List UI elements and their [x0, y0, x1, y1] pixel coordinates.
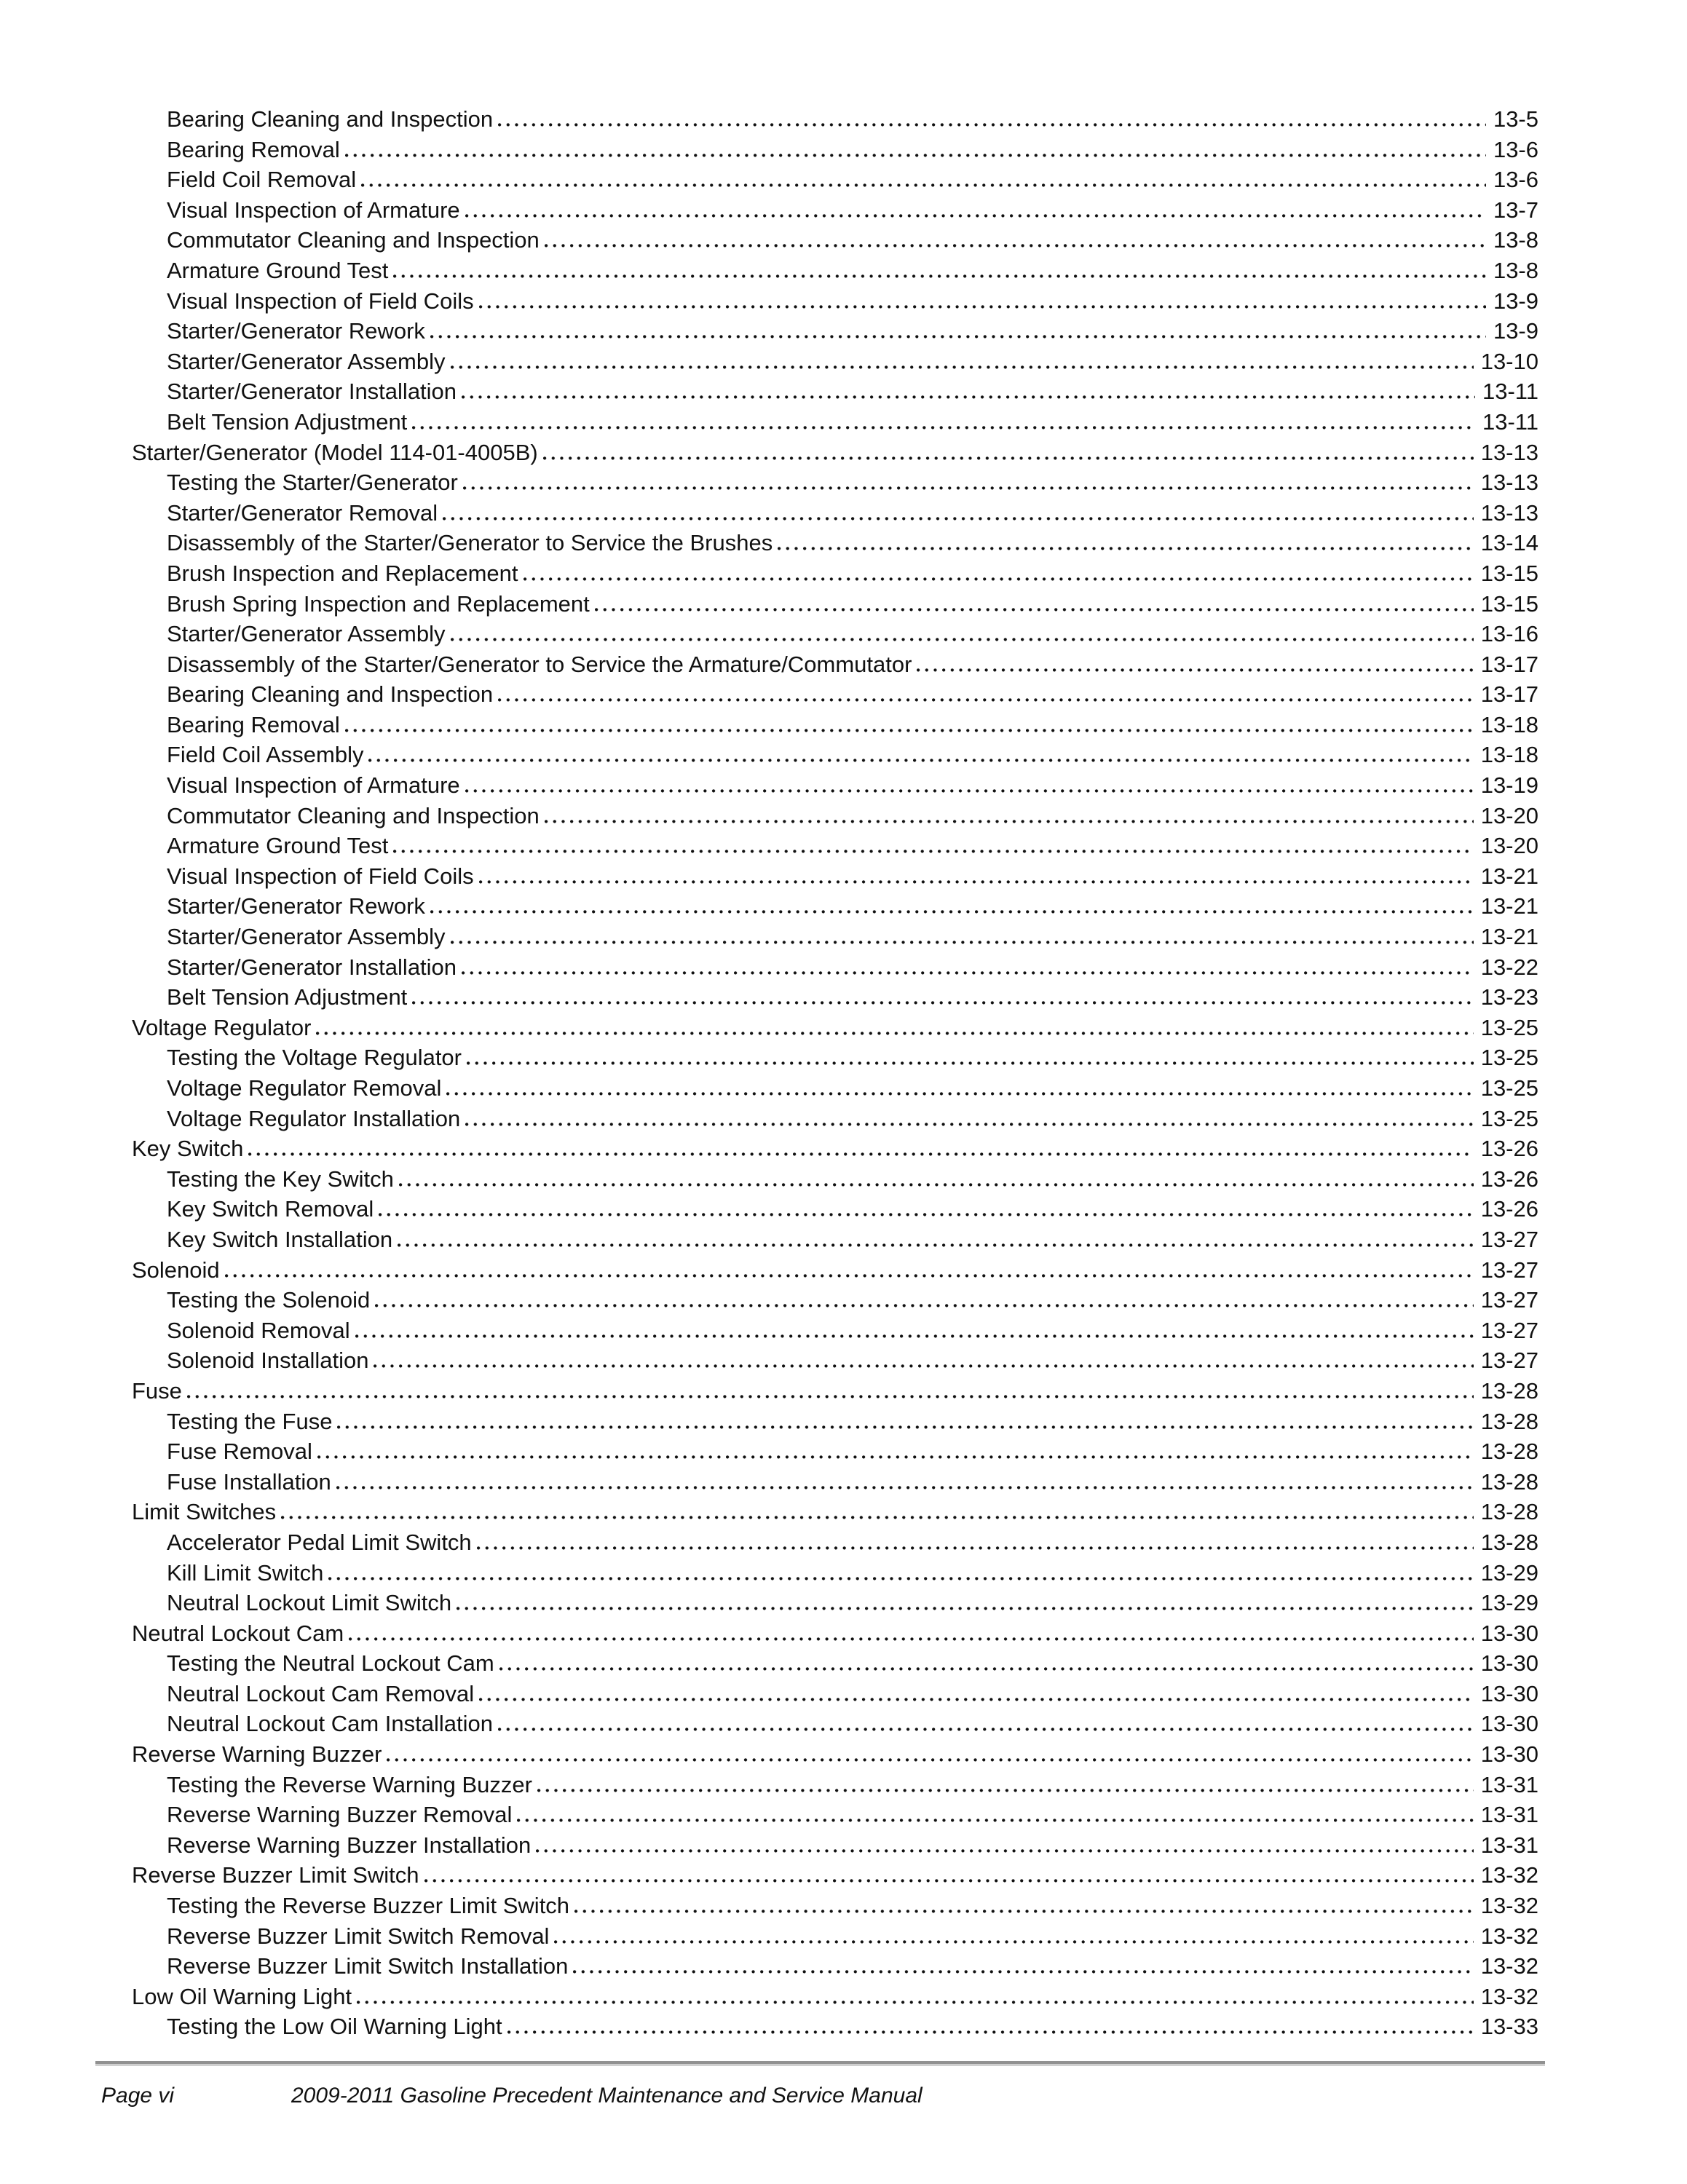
toc-dot-leader — [477, 1546, 1474, 1550]
toc-entry — [132, 1558, 1538, 1588]
toc-entry — [132, 1194, 1538, 1224]
toc-dot-leader — [465, 1123, 1473, 1126]
toc-entry — [132, 407, 1538, 438]
toc-dot-leader — [345, 729, 1474, 732]
toc-dot-leader — [479, 880, 1474, 884]
toc-entry — [132, 619, 1538, 649]
toc-dot-leader — [595, 608, 1474, 612]
footer-manual-title: 2009-2011 Gasoline Precedent Maintenance and Service Manual — [291, 2084, 922, 2108]
toc-entry — [132, 589, 1538, 620]
toc-entry-title: Limit Switches — [132, 1499, 277, 1525]
toc-entry-page: 13-26 — [1480, 1136, 1538, 1162]
toc-entry — [132, 1315, 1538, 1346]
toc-entry-page: 13-18 — [1480, 711, 1538, 737]
toc-entry — [132, 861, 1538, 892]
toc-dot-leader — [465, 789, 1474, 793]
toc-entry-title: Reverse Buzzer Limit Switch Removal — [167, 1923, 550, 1949]
toc-entry-title: Testing the Key Switch — [167, 1166, 394, 1192]
toc-entry — [132, 1921, 1538, 1952]
toc-dot-leader — [374, 1364, 1473, 1368]
toc-entry-page: 13-25 — [1480, 1075, 1538, 1101]
toc-entry-title: Reverse Warning Buzzer Installation — [167, 1832, 532, 1858]
toc-entry — [132, 1255, 1538, 1286]
toc-dot-leader — [281, 1516, 1474, 1519]
toc-entry-page: 13-15 — [1480, 590, 1538, 617]
toc-entry-page: 13-30 — [1480, 1711, 1538, 1737]
toc-dot-leader — [361, 183, 1486, 187]
toc-entry-page: 13-25 — [1480, 1045, 1538, 1071]
toc-dot-leader — [543, 456, 1474, 460]
toc-entry-title: Key Switch Removal — [167, 1196, 374, 1222]
toc-dot-leader — [424, 1879, 1474, 1883]
toc-dot-leader — [545, 244, 1486, 248]
toc-entry-page: 13-27 — [1480, 1317, 1538, 1343]
toc-dot-leader — [430, 335, 1486, 339]
toc-dot-leader — [451, 365, 1474, 369]
toc-entry — [132, 1406, 1538, 1437]
toc-dot-leader — [316, 1032, 1473, 1035]
toc-entry — [132, 1436, 1538, 1467]
toc-entry-title: Testing the Reverse Warning Buzzer — [167, 1771, 532, 1797]
toc-entry-title: Bearing Removal — [167, 136, 340, 162]
toc-entry-title: Visual Inspection of Field Coils — [167, 863, 474, 889]
toc-entry-page: 13-28 — [1480, 1408, 1538, 1434]
toc-entry-title: Starter/Generator (Model 114-01-4005B) — [132, 439, 538, 465]
toc-entry — [132, 1164, 1538, 1195]
toc-entry-title: Voltage Regulator Removal — [167, 1075, 442, 1101]
toc-dot-leader — [398, 1243, 1474, 1247]
toc-entry-page: 13-30 — [1480, 1741, 1538, 1768]
toc-entry — [132, 1376, 1538, 1406]
toc-entry — [132, 256, 1538, 286]
toc-entry-title: Bearing Cleaning and Inspection — [167, 681, 494, 708]
toc-entry — [132, 1224, 1538, 1255]
toc-entry-page: 13-17 — [1480, 681, 1538, 708]
toc-entry — [132, 1104, 1538, 1134]
toc-entry-page: 13-27 — [1480, 1257, 1538, 1283]
toc-entry — [132, 1133, 1538, 1164]
toc-entry — [132, 467, 1538, 498]
toc-entry-page: 13-27 — [1480, 1226, 1538, 1252]
toc-dot-leader — [446, 1092, 1473, 1096]
toc-dot-leader — [451, 638, 1474, 641]
toc-entry-page: 13-32 — [1480, 1953, 1538, 1979]
toc-entry-title: Visual Inspection of Field Coils — [167, 288, 474, 314]
toc-entry-title: Reverse Warning Buzzer Removal — [167, 1802, 513, 1828]
toc-entry — [132, 1648, 1538, 1679]
toc-entry-page: 13-29 — [1480, 1590, 1538, 1616]
toc-entry-title: Starter/Generator Installation — [167, 379, 457, 405]
toc-entry — [132, 2011, 1538, 2042]
toc-dot-leader — [573, 1970, 1473, 1974]
toc-entry-title: Neutral Lockout Limit Switch — [167, 1590, 452, 1616]
toc-dot-leader — [451, 941, 1474, 944]
toc-entry-title: Testing the Fuse — [167, 1408, 333, 1434]
toc-entry — [132, 1013, 1538, 1043]
toc-entry-page: 13-32 — [1480, 1983, 1538, 2009]
toc-entry-title: Starter/Generator Rework — [167, 318, 425, 344]
toc-entry-title: Armature Ground Test — [167, 833, 389, 859]
toc-entry-page: 13-17 — [1480, 651, 1538, 677]
toc-dot-leader — [349, 1637, 1474, 1641]
toc-entry-title: Armature Ground Test — [167, 257, 389, 283]
toc-entry-title: Disassembly of the Starter/Generator to Service the Armature/Commutator — [167, 651, 912, 677]
toc-entry-page: 13-15 — [1480, 560, 1538, 586]
toc-entry-title: Testing the Voltage Regulator — [167, 1045, 462, 1071]
toc-dot-leader — [917, 668, 1473, 672]
toc-entry — [132, 1709, 1538, 1739]
toc-entry — [132, 376, 1538, 407]
toc-entry-title: Voltage Regulator Installation — [167, 1105, 461, 1131]
toc-entry-title: Starter/Generator Assembly — [167, 924, 446, 950]
toc-dot-leader — [248, 1152, 1473, 1156]
toc-dot-leader — [479, 305, 1486, 309]
toc-dot-leader — [574, 1910, 1474, 1913]
toc-entry — [132, 1860, 1538, 1891]
toc-dot-leader — [463, 486, 1474, 490]
toc-dot-leader — [399, 1183, 1474, 1187]
toc-entry-title: Starter/Generator Removal — [167, 499, 438, 526]
toc-entry-title: Visual Inspection of Armature — [167, 197, 460, 223]
toc-entry-title: Voltage Regulator — [132, 1014, 312, 1040]
toc-entry-page: 13-6 — [1493, 167, 1538, 193]
toc-entry-title: Neutral Lockout Cam Installation — [167, 1711, 494, 1737]
toc-entry-page: 13-9 — [1493, 318, 1538, 344]
toc-entry — [132, 558, 1538, 589]
toc-entry — [132, 1345, 1538, 1376]
toc-entry — [132, 225, 1538, 256]
toc-entry — [132, 1891, 1538, 1921]
toc-entry — [132, 347, 1538, 377]
toc-dot-leader — [457, 1607, 1474, 1610]
toc-entry — [132, 1467, 1538, 1497]
toc-entry-page: 13-19 — [1480, 772, 1538, 799]
toc-entry — [132, 104, 1538, 135]
toc-entry-title: Testing the Reverse Buzzer Limit Switch — [167, 1893, 570, 1919]
toc-entry-title: Testing the Neutral Lockout Cam — [167, 1650, 494, 1677]
toc-entry-title: Testing the Solenoid — [167, 1287, 371, 1313]
toc-entry-title: Solenoid Removal — [167, 1317, 350, 1343]
toc-entry-page: 13-30 — [1480, 1680, 1538, 1706]
toc-entry-page: 13-25 — [1480, 1105, 1538, 1131]
toc-dot-leader — [498, 698, 1474, 702]
toc-entry-page: 13-5 — [1493, 106, 1538, 132]
toc-dot-leader — [536, 1849, 1473, 1853]
toc-entry — [132, 528, 1538, 558]
toc-entry-page: 13-14 — [1480, 530, 1538, 556]
toc-entry — [132, 1042, 1538, 1073]
toc-entry — [132, 891, 1538, 922]
toc-entry-page: 13-30 — [1480, 1620, 1538, 1646]
toc-dot-leader — [328, 1577, 1473, 1580]
toc-entry — [132, 1770, 1538, 1800]
toc-entry — [132, 770, 1538, 801]
toc-entry-page: 13-13 — [1480, 439, 1538, 465]
toc-entry-page: 13-33 — [1480, 2014, 1538, 2040]
toc-dot-leader — [357, 2001, 1474, 2004]
toc-dot-leader — [462, 971, 1474, 975]
toc-entry-page: 13-25 — [1480, 1014, 1538, 1040]
toc-entry-page: 13-26 — [1480, 1196, 1538, 1222]
toc-entry-page: 13-21 — [1480, 893, 1538, 919]
toc-dot-leader — [336, 1486, 1474, 1489]
toc-dot-leader — [355, 1334, 1474, 1338]
toc-dot-leader — [545, 820, 1474, 823]
toc-entry — [132, 1527, 1538, 1558]
toc-dot-leader — [524, 577, 1474, 581]
toc-dot-leader — [537, 1789, 1474, 1792]
toc-entry-title: Reverse Buzzer Limit Switch — [132, 1862, 419, 1888]
toc-entry-title: Starter/Generator Assembly — [167, 621, 446, 647]
toc-entry-title: Kill Limit Switch — [167, 1559, 324, 1586]
toc-entry-page: 13-9 — [1493, 288, 1538, 314]
toc-entry-title: Commutator Cleaning and Inspection — [167, 227, 540, 253]
toc-entry-page: 13-32 — [1480, 1923, 1538, 1949]
toc-entry-title: Key Switch Installation — [167, 1226, 393, 1252]
toc-dot-leader — [479, 1698, 1474, 1701]
toc-entry-title: Brush Spring Inspection and Replacement — [167, 590, 590, 617]
toc-entry-page: 13-27 — [1480, 1287, 1538, 1313]
toc-dot-leader — [337, 1425, 1473, 1429]
toc-entry — [132, 982, 1538, 1013]
toc-dot-leader — [393, 274, 1486, 278]
toc-entry-page: 13-30 — [1480, 1650, 1538, 1677]
toc-dot-leader — [387, 1758, 1473, 1762]
toc-dot-leader — [507, 2030, 1474, 2034]
toc-entry — [132, 710, 1538, 740]
toc-entry — [132, 952, 1538, 983]
toc-dot-leader — [375, 1304, 1474, 1307]
toc-entry — [132, 195, 1538, 226]
toc-entry-title: Belt Tension Adjustment — [167, 984, 408, 1010]
toc-entry-title: Neutral Lockout Cam — [132, 1620, 344, 1646]
toc-entry-page: 13-22 — [1480, 954, 1538, 980]
toc-entry — [132, 801, 1538, 831]
toc-entry-page: 13-16 — [1480, 621, 1538, 647]
toc-dot-leader — [430, 910, 1474, 914]
toc-entry-title: Solenoid — [132, 1257, 220, 1283]
toc-entry-title: Reverse Buzzer Limit Switch Installation — [167, 1953, 569, 1979]
toc-entry — [132, 316, 1538, 347]
toc-dot-leader — [517, 1819, 1473, 1822]
toc-entry-title: Bearing Cleaning and Inspection — [167, 106, 494, 132]
toc-entry-page: 13-6 — [1493, 136, 1538, 162]
toc-entry-page: 13-21 — [1480, 863, 1538, 889]
toc-entry — [132, 135, 1538, 165]
toc-entry-page: 13-28 — [1480, 1499, 1538, 1525]
toc-entry-title: Testing the Low Oil Warning Light — [167, 2014, 502, 2040]
toc-entry — [132, 1588, 1538, 1618]
toc-dot-leader — [554, 1940, 1473, 1944]
toc-entry-title: Solenoid Installation — [167, 1348, 369, 1374]
toc-dot-leader — [345, 154, 1486, 157]
toc-entry-page: 13-21 — [1480, 924, 1538, 950]
footer-page-label: Page vi — [101, 2084, 175, 2108]
toc-entry-title: Accelerator Pedal Limit Switch — [167, 1529, 472, 1555]
toc-dot-leader — [187, 1395, 1474, 1398]
toc-entry-page: 13-23 — [1480, 984, 1538, 1010]
toc-entry-title: Fuse — [132, 1377, 182, 1404]
toc-entry — [132, 438, 1538, 468]
toc-entry-page: 13-29 — [1480, 1559, 1538, 1586]
toc-entry — [132, 922, 1538, 952]
toc-entry-title: Neutral Lockout Cam Removal — [167, 1680, 475, 1706]
toc-entry-title: Starter/Generator Installation — [167, 954, 457, 980]
toc-entry-title: Brush Inspection and Replacement — [167, 560, 518, 586]
toc-entry — [132, 1497, 1538, 1527]
toc-dot-leader — [467, 1061, 1474, 1065]
toc-entry-page: 13-31 — [1480, 1832, 1538, 1858]
toc-entry — [132, 165, 1538, 195]
toc-dot-leader — [498, 123, 1486, 127]
toc-entry-title: Low Oil Warning Light — [132, 1983, 352, 2009]
toc-entry-page: 13-32 — [1480, 1893, 1538, 1919]
toc-entry-title: Field Coil Removal — [167, 167, 357, 193]
toc-entry-page: 13-31 — [1480, 1771, 1538, 1797]
toc-entry — [132, 1679, 1538, 1709]
toc-entry-title: Starter/Generator Assembly — [167, 348, 446, 374]
toc-list — [132, 104, 1538, 2042]
toc-entry-page: 13-13 — [1480, 499, 1538, 526]
toc-entry — [132, 679, 1538, 710]
toc-dot-leader — [225, 1274, 1474, 1278]
toc-entry-title: Fuse Removal — [167, 1439, 312, 1465]
toc-entry — [132, 831, 1538, 861]
toc-entry-title: Visual Inspection of Armature — [167, 772, 460, 799]
toc-dot-leader — [412, 1001, 1473, 1005]
toc-dot-leader — [465, 214, 1486, 218]
toc-dot-leader — [412, 426, 1475, 430]
toc-dot-leader — [499, 1667, 1474, 1671]
toc-dot-leader — [778, 547, 1474, 550]
toc-entry — [132, 1618, 1538, 1649]
toc-dot-leader — [443, 517, 1474, 521]
toc-entry — [132, 1982, 1538, 2012]
toc-entry-page: 13-28 — [1480, 1377, 1538, 1404]
toc-entry-page: 13-8 — [1493, 257, 1538, 283]
toc-entry-page: 13-31 — [1480, 1802, 1538, 1828]
toc-entry — [132, 1800, 1538, 1830]
toc-entry-title: Disassembly of the Starter/Generator to Service the Brushes — [167, 530, 773, 556]
toc-entry-page: 13-20 — [1480, 833, 1538, 859]
toc-entry — [132, 1073, 1538, 1104]
toc-entry-page: 13-28 — [1480, 1529, 1538, 1555]
toc-entry-page: 13-26 — [1480, 1166, 1538, 1192]
toc-entry — [132, 286, 1538, 317]
toc-entry-page: 13-20 — [1480, 802, 1538, 828]
toc-entry-page: 13-11 — [1482, 408, 1538, 435]
toc-entry-title: Starter/Generator Rework — [167, 893, 425, 919]
toc-entry-title: Key Switch — [132, 1136, 244, 1162]
toc-dot-leader — [368, 759, 1473, 762]
toc-entry-page: 13-28 — [1480, 1439, 1538, 1465]
toc-entry — [132, 1830, 1538, 1861]
toc-entry — [132, 1739, 1538, 1770]
toc-entry-page: 13-28 — [1480, 1468, 1538, 1495]
toc-entry-page: 13-13 — [1480, 470, 1538, 496]
footer-divider — [95, 2061, 1545, 2066]
toc-dot-leader — [462, 395, 1475, 399]
toc-entry-page: 13-7 — [1493, 197, 1538, 223]
toc-entry — [132, 649, 1538, 680]
toc-dot-leader — [393, 850, 1473, 853]
toc-entry — [132, 498, 1538, 529]
toc-entry-title: Reverse Warning Buzzer — [132, 1741, 382, 1768]
toc-entry — [132, 740, 1538, 770]
toc-entry-title: Bearing Removal — [167, 711, 340, 737]
toc-entry-page: 13-10 — [1480, 348, 1538, 374]
toc-entry-title: Belt Tension Adjustment — [167, 408, 408, 435]
toc-entry — [132, 1951, 1538, 1982]
toc-entry-page: 13-32 — [1480, 1862, 1538, 1888]
toc-dot-leader — [317, 1455, 1474, 1459]
toc-dot-leader — [379, 1213, 1473, 1216]
toc-entry-title: Commutator Cleaning and Inspection — [167, 802, 540, 828]
toc-entry-page: 13-18 — [1480, 742, 1538, 768]
toc-entry-title: Field Coil Assembly — [167, 742, 364, 768]
toc-dot-leader — [498, 1728, 1474, 1731]
toc-entry-title: Testing the Starter/Generator — [167, 470, 458, 496]
toc-entry-title: Fuse Installation — [167, 1468, 331, 1495]
toc-entry-page: 13-27 — [1480, 1348, 1538, 1374]
toc-entry — [132, 1285, 1538, 1315]
toc-entry-page: 13-11 — [1482, 379, 1538, 405]
toc-entry-page: 13-8 — [1493, 227, 1538, 253]
